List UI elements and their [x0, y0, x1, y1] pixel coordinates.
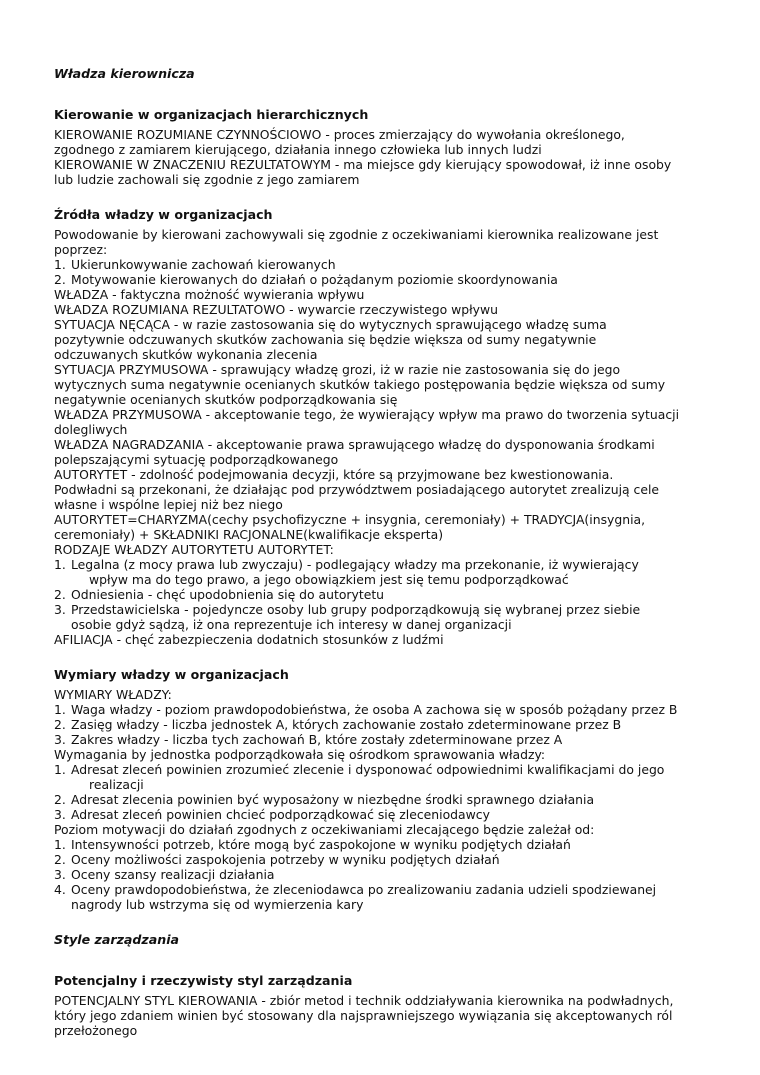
section-wymiary-body [54, 687, 714, 912]
list-text-continued: osobie gdyż sądzą, iż ona reprezentuje ich interesy w danej organizacji [71, 617, 512, 632]
text-line: Podwładni są przekonani, że działając pod przywództwem posiadającego autorytet zrealizują cele [54, 482, 660, 497]
ordered-list [54, 257, 714, 287]
list-item [54, 762, 714, 792]
list-text-continued: nagrody lub wstrzyma się od wymierzenia kary [71, 897, 364, 912]
list-number: 1. [54, 837, 66, 852]
list-number: 1. [54, 702, 66, 717]
ordered-list [54, 702, 714, 747]
list-text: Adresat zleceń powinien zrozumieć zlecenie i dysponować odpowiednimi kwalifikacjami do jego [71, 762, 665, 777]
list-text-continued: wpływ ma do tego prawo, a jego obowiązkiem jest się temu podporządkować [89, 572, 569, 587]
list-item [54, 602, 714, 632]
list-text: Zasięg władzy - liczba jednostek A, których zachowanie zostało zdeterminowane przez B [71, 717, 622, 732]
text-line: WYMIARY WŁADZY: [54, 687, 172, 702]
list-text: Motywowanie kierowanych do działań o pożądanym poziomie skoordynowania [71, 272, 558, 287]
list-text: Intensywności potrzeb, które mogą być zaspokojone w wyniku podjętych działań [71, 837, 571, 852]
list-item [54, 717, 714, 732]
list-number: 2. [54, 272, 66, 287]
document-page [54, 66, 714, 1038]
text-line: własne i wspólne lepiej niż bez niego [54, 497, 283, 512]
list-item [54, 587, 714, 602]
text-line: POTENCJALNY STYL KIEROWANIA - zbiór metod i technik oddziaływania kierownika na podwładnych, [54, 993, 674, 1008]
list-item [54, 702, 714, 717]
text-line: SYTUACJA NĘCĄCA - w razie zastosowania się do wytycznych sprawującego władzę suma [54, 317, 607, 332]
list-text: Przedstawicielska - pojedyncze osoby lub grupy podporządkowują się wybranej przez siebie [71, 602, 641, 617]
text-line: lub ludzie zachowali się zgodnie z jego zamiarem [54, 172, 360, 187]
list-number: 3. [54, 732, 66, 747]
text-line: KIEROWANIE ROZUMIANE CZYNNOŚCIOWO - proces zmierzający do wywołania określonego, [54, 127, 625, 142]
list-number: 2. [54, 852, 66, 867]
list-number: 3. [54, 807, 66, 822]
list-text: Waga władzy - poziom prawdopodobieństwa, że osoba A zachowa się w sposób pożądany przez B [71, 702, 678, 717]
ordered-list [54, 557, 714, 632]
section-kierowanie-body [54, 127, 714, 187]
list-item [54, 557, 714, 587]
list-text: Adresat zleceń powinien chcieć podporządkować się zleceniodawcy [71, 807, 490, 822]
list-item [54, 257, 714, 272]
list-text: Odniesienia - chęć upodobnienia się do autorytetu [71, 587, 385, 602]
text-line: polepszającymi sytuację podporządkowanego [54, 452, 339, 467]
text-line: RODZAJE WŁADZY AUTORYTETU AUTORYTET: [54, 542, 334, 557]
list-text-continued: realizacji [89, 777, 144, 792]
text-line: Wymagania by jednostka podporządkowała się ośrodkom sprawowania władzy: [54, 747, 546, 762]
text-line: Powodowanie by kierowani zachowywali się zgodnie z oczekiwaniami kierownika realizowane jest [54, 227, 659, 242]
list-item [54, 882, 714, 912]
text-line: WŁADZA NAGRADZANIA - akceptowanie prawa sprawującego władzę do dysponowania środkami [54, 437, 655, 452]
text-line: zgodnego z zamiarem kierującego, działania innego człowieka lub innych ludzi [54, 142, 542, 157]
subheading-zrodla: Źródła władzy w organizacjach [54, 207, 273, 222]
subheading-kierowanie: Kierowanie w organizacjach hierarchicznych [54, 107, 369, 122]
list-number: 4. [54, 882, 66, 897]
section-zrodla-body [54, 227, 714, 647]
text-line: AFILIACJA - chęć zabezpieczenia dodatnich stosunków z ludźmi [54, 632, 444, 647]
list-number: 2. [54, 587, 66, 602]
text-line: pozytywnie odczuwanych skutków zachowania się będzie większa od sumy negatywnie [54, 332, 597, 347]
text-line: SYTUACJA PRZYMUSOWA - sprawujący władzę grozi, iż w razie nie zastosowania się do jego [54, 362, 621, 377]
list-text: Oceny szansy realizacji działania [71, 867, 275, 882]
list-text: Adresat zlecenia powinien być wyposażony w niezbędne środki sprawnego działania [71, 792, 595, 807]
list-item [54, 792, 714, 807]
section-heading-style: Style zarządzania [54, 932, 180, 947]
list-number: 1. [54, 257, 66, 272]
list-text: Legalna (z mocy prawa lub zwyczaju) - podlegający władzy ma przekonanie, iż wywierający [71, 557, 639, 572]
list-number: 3. [54, 602, 66, 617]
list-text: Oceny możliwości zaspokojenia potrzeby w wyniku podjętych działań [71, 852, 500, 867]
list-item [54, 732, 714, 747]
text-line: Poziom motywacji do działań zgodnych z oczekiwaniami zlecającego będzie zależał od: [54, 822, 595, 837]
subheading-wymiary: Wymiary władzy w organizacjach [54, 667, 289, 682]
list-text: Ukierunkowywanie zachowań kierowanych [71, 257, 336, 272]
list-item [54, 852, 714, 867]
text-line: WŁADZA - faktyczna możność wywierania wpływu [54, 287, 365, 302]
list-number: 3. [54, 867, 66, 882]
section-heading-wladza: Władza kierownicza [54, 66, 195, 81]
subheading-potencjalny: Potencjalny i rzeczywisty styl zarządzania [54, 973, 353, 988]
ordered-list [54, 837, 714, 912]
text-line: ceremoniały) + SKŁADNIKI RACJONALNE(kwalifikacje eksperta) [54, 527, 444, 542]
text-line: WŁADZA ROZUMIANA REZULTATOWO - wywarcie rzeczywistego wpływu [54, 302, 498, 317]
text-line: wytycznych suma negatywnie ocenianych skutków takiego postępowania będzie większa od sumy [54, 377, 666, 392]
text-line: dolegliwych [54, 422, 128, 437]
text-line: AUTORYTET - zdolność podejmowania decyzji, które są przyjmowane bez kwestionowania. [54, 467, 614, 482]
ordered-list [54, 762, 714, 822]
list-item [54, 837, 714, 852]
list-number: 1. [54, 557, 66, 572]
list-text: Zakres władzy - liczba tych zachowań B, które zostały zdeterminowane przez A [71, 732, 563, 747]
text-line: KIEROWANIE W ZNACZENIU REZULTATOWYM - ma miejsce gdy kierujący spowodował, iż inne osoby [54, 157, 672, 172]
list-number: 2. [54, 717, 66, 732]
text-line: WŁADZA PRZYMUSOWA - akceptowanie tego, że wywierający wpływ ma prawo do tworzenia sytuacji [54, 407, 680, 422]
list-number: 2. [54, 792, 66, 807]
list-item [54, 807, 714, 822]
text-line: który jego zdaniem winien być stosowany dla najsprawniejszego wywiązania się akceptowanych ról [54, 1008, 673, 1023]
text-line: poprzez: [54, 242, 108, 257]
text-line: odczuwanych skutków wykonania zlecenia [54, 347, 318, 362]
text-line: AUTORYTET=CHARYZMA(cechy psychofizyczne + insygnia, ceremoniały) + TRADYCJA(insygnia, [54, 512, 646, 527]
text-line: negatywnie ocenianych skutków podporządkowania się [54, 392, 398, 407]
list-number: 1. [54, 762, 66, 777]
section-potencjalny-body [54, 993, 714, 1038]
list-text: Oceny prawdopodobieństwa, że zleceniodawca po zrealizowaniu zadania udzieli spodziewanej [71, 882, 657, 897]
text-line: przełożonego [54, 1023, 138, 1038]
list-item [54, 272, 714, 287]
list-item [54, 867, 714, 882]
